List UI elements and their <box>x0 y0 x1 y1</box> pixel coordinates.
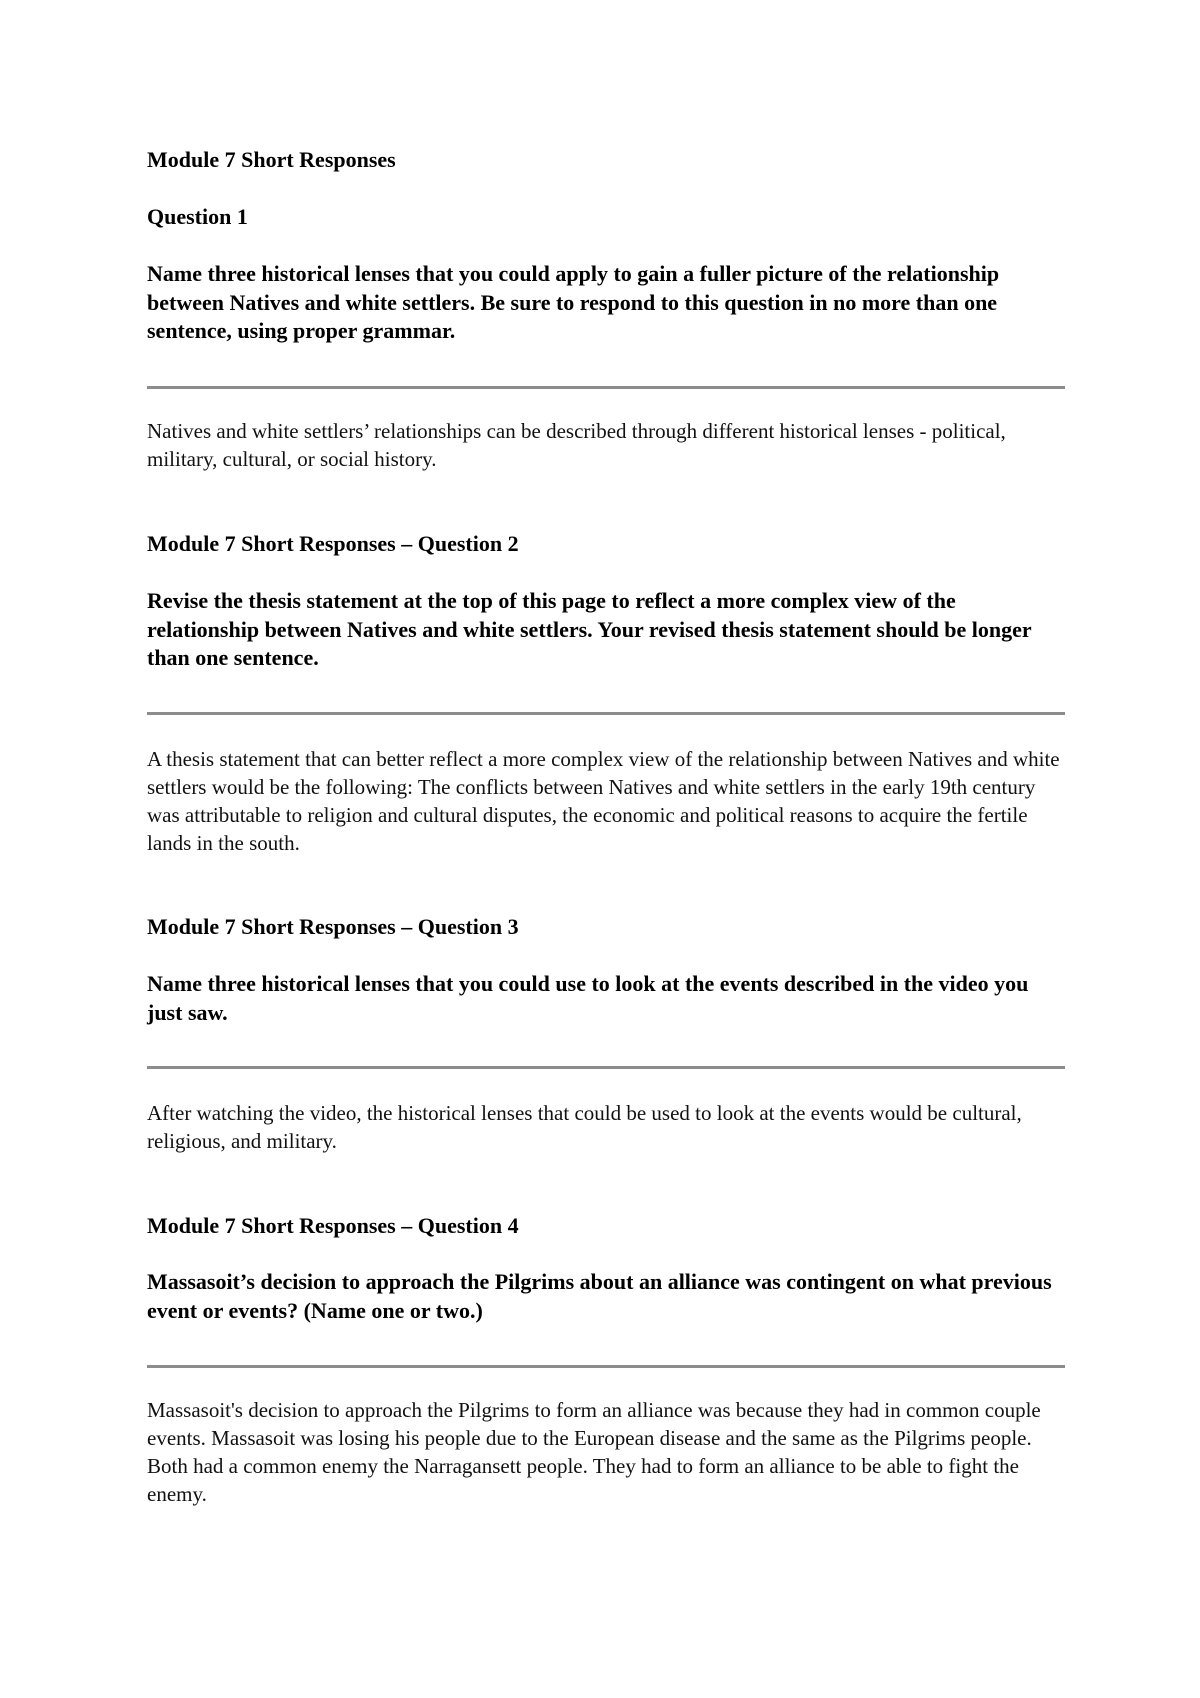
question-1-heading: Question 1 <box>147 204 248 229</box>
question-2-prompt: Revise the thesis statement at the top of this page to reflect a more complex view of the relationship between Natives and white settlers. Your revised thesis statement should be longer than one sentence. <box>147 588 1032 670</box>
answer-divider-2 <box>147 712 1065 715</box>
question-4-heading: Module 7 Short Responses – Question 4 <box>147 1213 519 1238</box>
answer-divider-3 <box>147 1066 1065 1069</box>
question-3-heading: Module 7 Short Responses – Question 3 <box>147 914 519 939</box>
document-title: Module 7 Short Responses <box>147 147 396 172</box>
answer-divider-4 <box>147 1365 1065 1368</box>
question-2-heading: Module 7 Short Responses – Question 2 <box>147 531 519 556</box>
question-3-prompt: Name three historical lenses that you could use to look at the events described in the video you just saw. <box>147 971 1029 1025</box>
question-3-answer: After watching the video, the historical lenses that could be used to look at the events would be cultural, religious, and military. <box>147 1101 1022 1153</box>
question-4-answer: Massasoit's decision to approach the Pilgrims to form an alliance was because they had in common couple events. Massasoit was losing his people due to the European disease and the same as the Pilgrims people. Both had a common enemy the Narragansett people. They had to form an alliance to be able to fight the enemy. <box>147 1398 1041 1506</box>
question-1-answer: Natives and white settlers’ relationships can be described through different historical lenses - political, military, cultural, or social history. <box>147 419 1006 471</box>
question-4-prompt: Massasoit’s decision to approach the Pilgrims about an alliance was contingent on what previous event or events? (Name one or two.) <box>147 1269 1052 1323</box>
question-2-answer: A thesis statement that can better reflect a more complex view of the relationship between Natives and white settlers would be the following: The conflicts between Natives and white settlers in the early 19th century was attributable to religion and cultural disputes, the economic and political reasons to acquire the fertile lands in the south. <box>147 747 1060 855</box>
question-1-prompt: Name three historical lenses that you could apply to gain a fuller picture of the relationship between Natives and white settlers. Be sure to respond to this question in no more than one sentence, using proper grammar. <box>147 261 1000 343</box>
answer-divider-1 <box>147 386 1065 389</box>
